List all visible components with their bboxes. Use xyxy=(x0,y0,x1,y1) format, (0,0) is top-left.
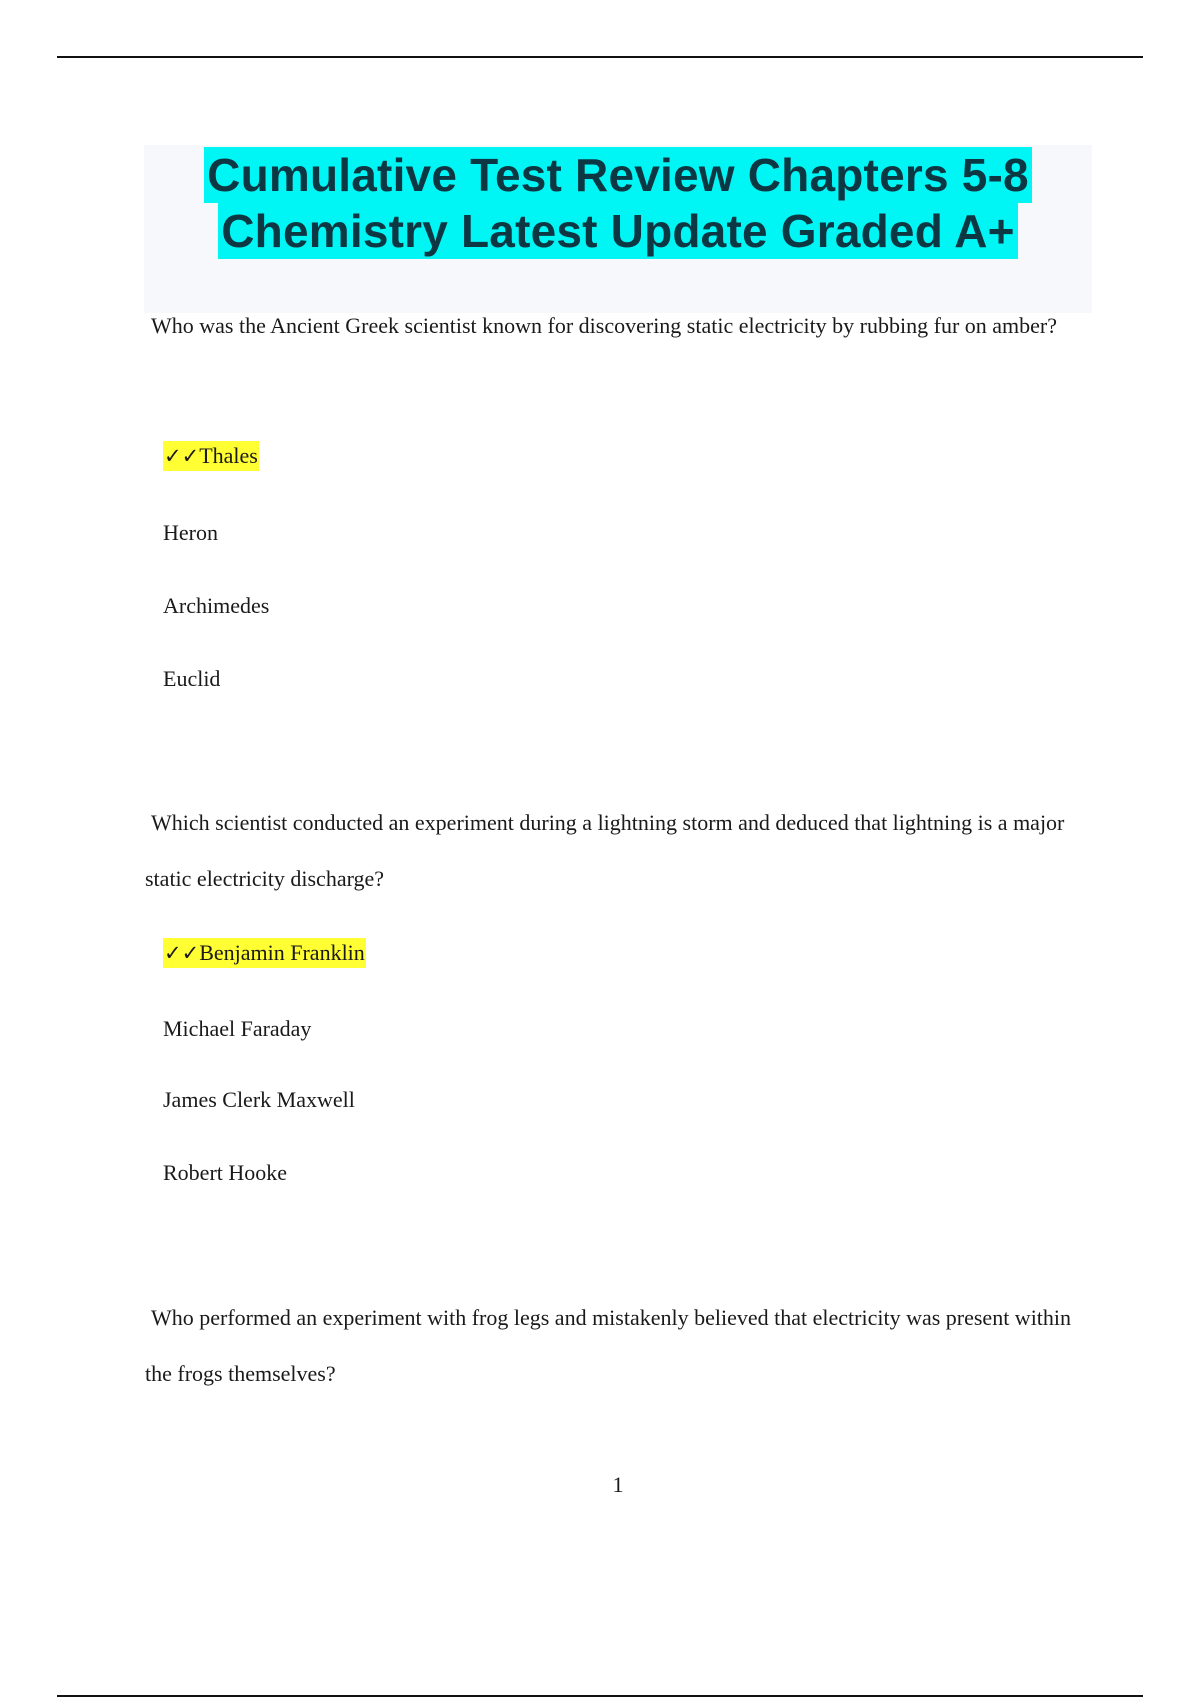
double-check-icon: ✓✓ xyxy=(164,941,200,965)
double-check-icon: ✓✓ xyxy=(164,444,200,468)
title-line-2: Chemistry Latest Update Graded A+ xyxy=(218,203,1018,259)
page-number: 1 xyxy=(612,1472,624,1497)
answer-label: Thales xyxy=(199,443,258,468)
top-rule xyxy=(57,56,1143,58)
question-2: Which scientist conducted an experiment during a lightning storm and deduced that lightning is a major static electricity discharge? xyxy=(145,810,1065,891)
answer-label: Benjamin Franklin xyxy=(199,940,365,965)
question-1-option-3: Archimedes xyxy=(163,593,270,618)
question-1-option-4: Euclid xyxy=(163,666,221,691)
question-2-option-2: Michael Faraday xyxy=(163,1016,312,1041)
question-2-option-4: Robert Hooke xyxy=(163,1160,288,1185)
question-1-option-1 xyxy=(163,441,259,471)
title-line-1: Cumulative Test Review Chapters 5-8 xyxy=(204,147,1032,203)
question-2-option-3: James Clerk Maxwell xyxy=(163,1087,355,1112)
question-2-option-1 xyxy=(163,938,366,968)
question-1-option-2: Heron xyxy=(163,520,218,545)
question-3: Who performed an experiment with frog legs and mistakenly believed that electricity was present within the frogs themselves? xyxy=(145,1305,1072,1386)
bottom-rule xyxy=(57,1695,1143,1697)
document-title xyxy=(144,145,1092,313)
question-1: Who was the Ancient Greek scientist known for discovering static electricity by rubbing fur on amber? xyxy=(151,313,1058,338)
